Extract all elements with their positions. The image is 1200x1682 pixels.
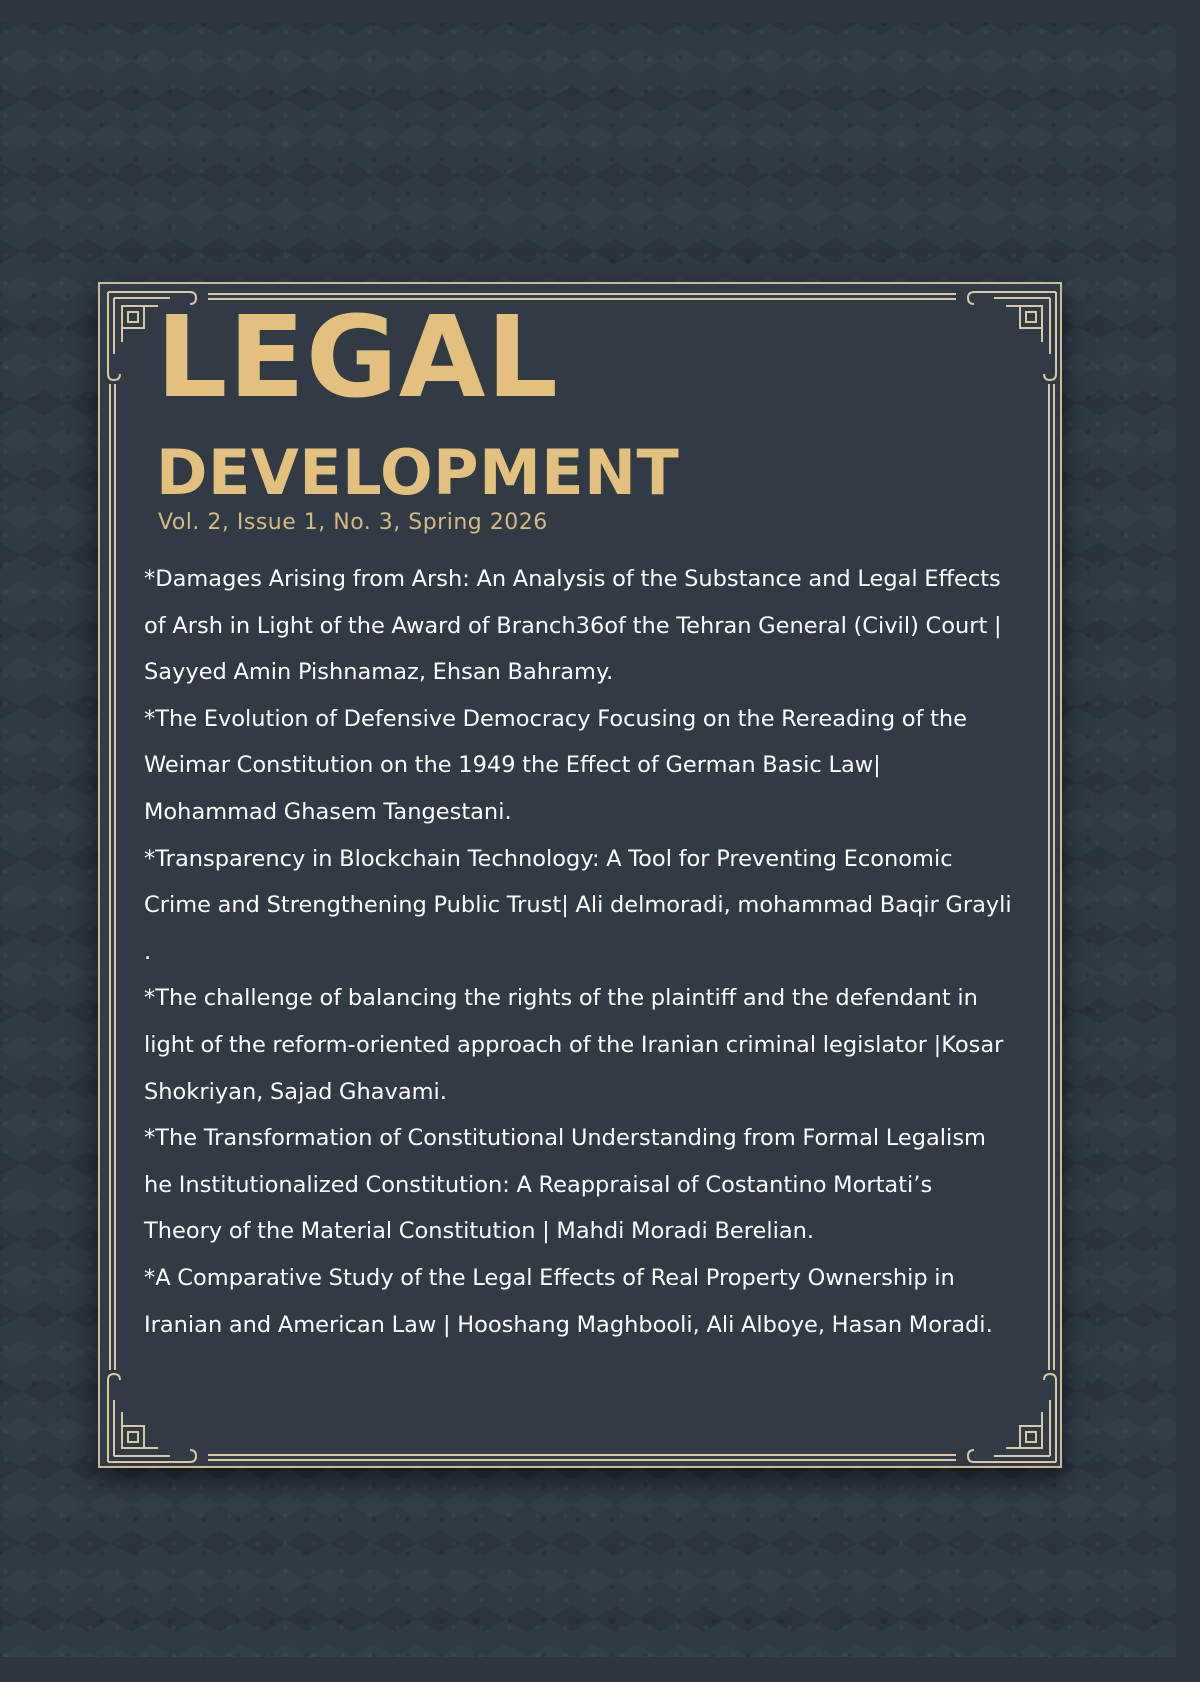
cover-background — [0, 23, 1176, 1657]
article-list — [144, 556, 1014, 1348]
article-entry: *A Comparative Study of the Legal Effects of Real Property Ownership in Iranian and American Law | Hooshang Maghbooli, Ali Alboye, Hasan Moradi. — [144, 1264, 993, 1338]
article-entry: *Damages Arising from Arsh: An Analysis of the Substance and Legal Effects of Arsh in Light of the Award of Branch36of the Tehran General (Civil) Court | Sayyed Amin Pishnamaz, Ehsan Bahramy. — [144, 566, 1002, 686]
cover-panel — [98, 282, 1062, 1468]
article-entry: *Transparency in Blockchain Technology: A Tool for Preventing Economic Crime and Strengthening Public Trust| Ali delmoradi, mohammad Baqir Grayli . — [144, 845, 1012, 965]
article-entry: *The Transformation of Constitutional Understanding from Formal Legalism he Institutionalized Constitution: A Reappraisal of Costantino Mortati’s Theory of the Material Constitution | Mahdi Moradi Berelian. — [144, 1125, 986, 1245]
article-entry: *The challenge of balancing the rights of the plaintiff and the defendant in light of the reform-oriented approach of the Iranian criminal legislator |Kosar Shokriyan, Sajad Ghavami. — [144, 985, 1004, 1105]
corner-ornament-icon — [968, 292, 1056, 380]
issue-info: Vol. 2, Issue 1, No. 3, Spring 2026 — [158, 510, 548, 535]
article-entry: *The Evolution of Defensive Democracy Focusing on the Rereading of the Weimar Constitution on the 1949 the Effect of German Basic Law| Mohammad Ghasem Tangestani. — [144, 705, 968, 825]
corner-ornament-icon — [968, 1374, 1056, 1462]
journal-title-development: DEVELOPMENT — [156, 436, 680, 509]
corner-ornament-icon — [108, 1374, 196, 1462]
journal-title-legal: LEGAL — [156, 293, 559, 423]
